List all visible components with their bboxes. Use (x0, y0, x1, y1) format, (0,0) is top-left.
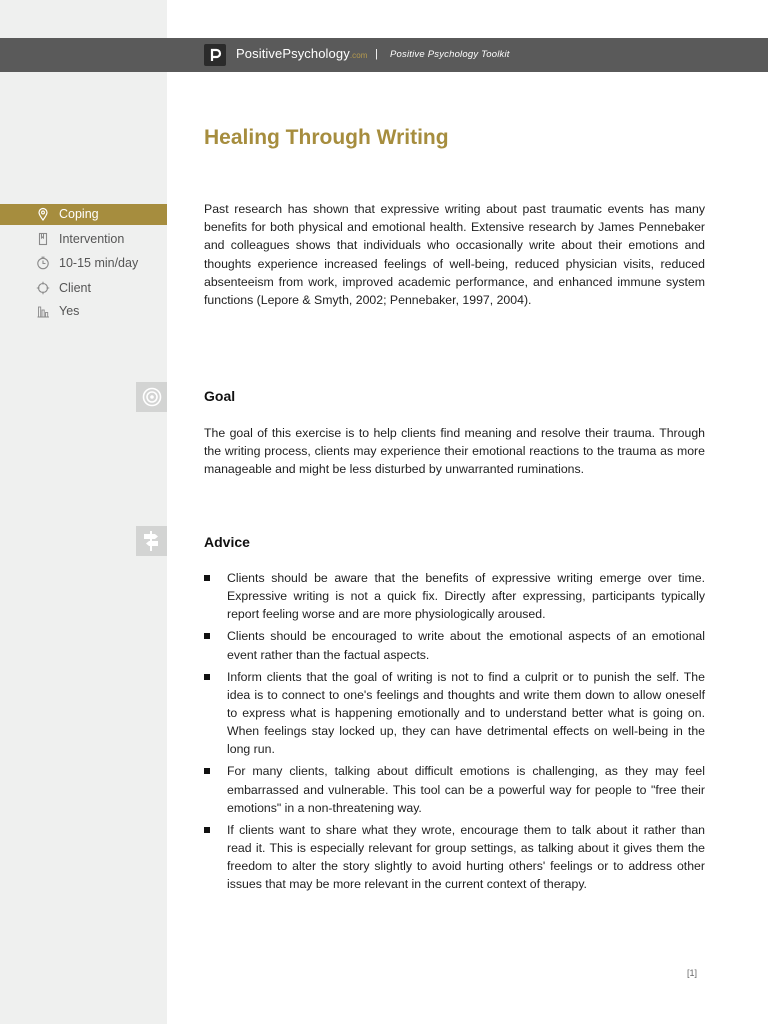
goal-icon-tile (136, 382, 167, 412)
meta-label: Coping (59, 207, 99, 221)
bar-chart-icon (36, 304, 50, 318)
bullet-icon (204, 768, 210, 774)
advice-text: Inform clients that the goal of writing is not to find a culprit or to punish the self. The idea is to connect to one's feelings and thoughts and write them down to allow oneself to express what is happening emotionally and to understand better what is going on. When feelings stay locked up, they can have detrimental effects on well-being in the long run. (227, 669, 705, 757)
advice-text: Clients should be aware that the benefits of expressive writing emerge over time. Expressive writing is not a quick fix. Directly after expressing, participants typically report feeling worse and are more physiologically aroused. (227, 571, 705, 622)
signpost-icon (136, 526, 167, 556)
meta-item-yes (0, 301, 167, 322)
advice-list (204, 569, 705, 897)
toolkit-label: Positive Psychology Toolkit (390, 49, 510, 60)
meta-label: 10-15 min/day (59, 256, 139, 270)
list-item (204, 569, 705, 624)
brand-name (236, 46, 368, 61)
target-icon (136, 382, 167, 412)
meta-item-coping (0, 204, 167, 225)
meta-label: Yes (59, 304, 80, 318)
list-item (204, 668, 705, 759)
logo (204, 44, 226, 66)
bullet-icon (204, 575, 210, 581)
logo-p-icon (204, 44, 226, 66)
advice-text: Clients should be encouraged to write about the emotional aspects of an emotional event rather than the factual aspects. (227, 629, 705, 662)
meta-item-duration (0, 253, 167, 274)
book-icon (36, 232, 50, 246)
page-number: [1] (687, 968, 698, 978)
goal-heading: Goal (204, 388, 236, 404)
advice-heading: Advice (204, 534, 250, 550)
advice-icon-tile (136, 526, 167, 556)
meta-item-client (0, 278, 167, 299)
clock-icon (36, 256, 50, 270)
crosshair-icon (36, 281, 50, 295)
list-item (204, 762, 705, 817)
header-separator: | (375, 48, 378, 60)
header-bar (0, 38, 768, 72)
brand-suffix: .com (349, 51, 368, 60)
bullet-icon (204, 674, 210, 680)
bullet-icon (204, 633, 210, 639)
goal-paragraph: The goal of this exercise is to help clients find meaning and resolve their trauma. Through the writing process, clients may experience their emotional reactions to the trauma as more manageable and might be less disturbed by unwarranted ruminations. (204, 426, 705, 477)
sidebar (0, 0, 167, 1024)
list-item (204, 627, 705, 663)
page-title: Healing Through Writing (204, 126, 449, 149)
advice-text: If clients want to share what they wrote, encourage them to talk about it rather than read it. This is especially relevant for group settings, as talking about it gives them the freedom to alter the story slightly to avoid hurting others' feelings or to address other issues that may be more relevant in the current context of therapy. (227, 822, 705, 892)
meta-label: Intervention (59, 232, 125, 246)
list-item (204, 821, 705, 894)
location-pin-icon (36, 207, 50, 221)
bullet-icon (204, 827, 210, 833)
brand-name-text: PositivePsychology (236, 46, 350, 61)
intro-paragraph: Past research has shown that expressive writing about past traumatic events has many benefits for both physical and emotional health. Extensive research by James Pennebaker and colleagues shows that individuals who occasionally write about their emotions and thoughts experience increased feelings of well-being, reduced physician visits, reduced absenteeism from work, improved academic performance, and enhanced immune system functions (Lepore & Smyth, 2002; Pennebaker, 1997, 2004). (204, 202, 705, 308)
meta-label: Client (59, 281, 91, 295)
advice-text: For many clients, talking about difficult emotions is challenging, as they may feel embarrassed and vulnerable. This tool can be a powerful way for people to "free their emotions" in a non-threatening way. (227, 764, 705, 815)
meta-item-intervention (0, 229, 167, 250)
